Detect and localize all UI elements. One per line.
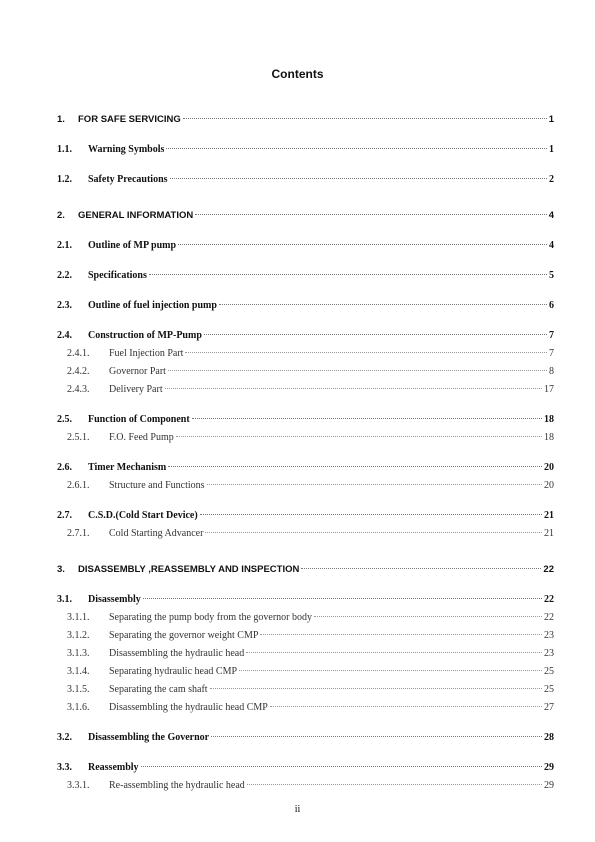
leader-dots [165,388,542,389]
toc-entry-page: 2 [549,174,554,185]
page-number-footer: ii [294,804,301,815]
toc-entry-page: 22 [544,612,554,623]
toc-entry-page: 1 [549,144,554,155]
toc-entry-number: 2.6. [57,462,72,473]
toc-entry-label: GENERAL INFORMATION [78,210,194,221]
leader-dots [246,652,542,653]
leader-dots [183,118,547,119]
toc-entry-label: Fuel Injection Part [109,348,184,359]
toc-entry-label: Separating the pump body from the governor body [109,612,313,623]
toc-entry-number: 3.1.1. [67,612,90,623]
leader-dots [143,598,542,599]
toc-entry-number: 3.1. [57,594,72,605]
toc-entry-label: Separating the cam shaft [109,684,208,695]
toc-entry-label: F.O. Feed Pump [109,432,174,443]
toc-entry-page: 25 [544,684,554,695]
toc-entry-label: Delivery Part [109,384,163,395]
toc-entry[interactable] [67,347,554,361]
toc-entry-page: 29 [544,780,554,791]
leader-dots [219,304,547,305]
toc-entry-label: Function of Component [88,414,190,425]
toc-entry-page: 25 [544,666,554,677]
toc-entry[interactable] [67,665,554,679]
toc-entry-page: 7 [549,330,554,341]
toc-entry-label: Reassembly [88,762,139,773]
toc-entry[interactable] [67,527,554,541]
leader-dots [270,706,542,707]
toc-entry-number: 3.1.5. [67,684,90,695]
toc-entry-label: Disassembling the Governor [88,732,210,743]
toc-entry-label: C.S.D.(Cold Start Device) [88,510,198,521]
toc-entry[interactable] [67,611,554,625]
toc-entry-label: Governor Part [109,366,166,377]
toc-entry-label: Safety Precautions [88,174,168,185]
toc-entry-page: 4 [549,240,554,251]
toc-entry-number: 3.1.6. [67,702,90,713]
leader-dots [260,634,542,635]
toc-entry-number: 2.7. [57,510,72,521]
leader-dots [170,178,547,179]
toc-entry[interactable] [57,329,554,343]
leader-dots [207,484,542,485]
leader-dots [141,766,542,767]
leader-dots [204,334,547,335]
toc-entry-number: 3.3. [57,762,72,773]
toc-entry-label: FOR SAFE SERVICING [78,114,181,125]
toc-entry-page: 1 [548,114,554,125]
toc-entry-label: Disassembling the hydraulic head [109,648,245,659]
toc-entry[interactable] [57,239,554,253]
toc-entry-page: 20 [544,480,554,491]
toc-entry[interactable] [57,461,554,475]
toc-entry[interactable] [57,563,554,577]
toc-entry-page: 23 [544,630,554,641]
toc-entry-page: 20 [544,462,554,473]
toc-entry[interactable] [57,209,554,223]
toc-entry-number: 3.1.3. [67,648,90,659]
toc-entry-page: 7 [549,348,554,359]
toc-entry-page: 18 [544,414,554,425]
toc-entry-number: 2.4.3. [67,384,90,395]
toc-entry-page: 29 [544,762,554,773]
toc-entry-number: 2. [57,210,65,221]
toc-entry-label: Re-assembling the hydraulic head [109,780,245,791]
toc-entry[interactable] [67,383,554,397]
toc-entry-label: DISASSEMBLY ,REASSEMBLY AND INSPECTION [78,564,300,575]
toc-entry-label: Disassembling the hydraulic head CMP [109,702,268,713]
toc-entry-label: Separating the governor weight CMP [109,630,259,641]
leader-dots [185,352,547,353]
toc-entry[interactable] [67,701,554,715]
toc-entry[interactable] [57,509,554,523]
toc-entry-number: 1.2. [57,174,72,185]
toc-entry-number: 3.1.2. [67,630,90,641]
leader-dots [247,784,542,785]
toc-entry[interactable] [67,683,554,697]
toc-entry-number: 3.1.4. [67,666,90,677]
toc-entry[interactable] [57,413,554,427]
toc-entry-page: 22 [544,594,554,605]
toc-entry-label: Structure and Functions [109,480,205,491]
toc-entry-label: Construction of MP-Pump [88,330,202,341]
toc-entry-page: 28 [544,732,554,743]
leader-dots [210,688,542,689]
toc-entry-label: Timer Mechanism [88,462,167,473]
toc-entry-number: 2.4.2. [67,366,90,377]
leader-dots [211,736,542,737]
toc-entry[interactable] [57,173,554,187]
toc-entry-page: 23 [544,648,554,659]
toc-entry[interactable] [57,299,554,313]
toc-entry-number: 2.7.1. [67,528,90,539]
toc-entry-label: Specifications [88,270,147,281]
toc-entry-number: 2.1. [57,240,72,251]
toc-entry-label: Separating hydraulic head CMP [109,666,238,677]
toc-entry-page: 4 [548,210,554,221]
leader-dots [178,244,547,245]
toc-entry-number: 2.4. [57,330,72,341]
toc-entry[interactable] [67,647,554,661]
toc-entry-page: 8 [549,366,554,377]
toc-entry[interactable] [57,143,554,157]
leader-dots [192,418,542,419]
toc-entry-number: 2.2. [57,270,72,281]
leader-dots [149,274,547,275]
leader-dots [200,514,542,515]
toc-entry-page: 18 [544,432,554,443]
toc-entry[interactable] [67,431,554,445]
toc-entry[interactable] [57,269,554,283]
page-title: Contents [271,67,324,81]
toc-entry-page: 21 [544,528,554,539]
toc-entry-label: Disassembly [88,594,141,605]
toc-entry-number: 2.4.1. [67,348,90,359]
toc-entry-number: 3.2. [57,732,72,743]
toc-entry-page: 22 [543,564,554,575]
toc-entry-label: Warning Symbols [88,144,165,155]
toc-entry[interactable] [57,593,554,607]
toc-entry-number: 2.3. [57,300,72,311]
toc-entry[interactable] [57,731,554,745]
toc-entry-number: 1. [57,114,65,125]
toc-entry-page: 6 [549,300,554,311]
toc-entry[interactable] [57,113,554,127]
toc-entry-page: 27 [544,702,554,713]
leader-dots [168,370,547,371]
toc-entry[interactable] [67,479,554,493]
toc-entry-number: 2.5.1. [67,432,90,443]
leader-dots [239,670,542,671]
toc-entry[interactable] [57,761,554,775]
toc-entry-label: Outline of fuel injection pump [88,300,217,311]
toc-entry-number: 2.6.1. [67,480,90,491]
toc-entry[interactable] [67,779,554,793]
toc-entry-page: 21 [544,510,554,521]
toc-entry-number: 1.1. [57,144,72,155]
toc-entry-label: Outline of MP pump [88,240,177,251]
toc-entry-page: 17 [544,384,554,395]
toc-entry[interactable] [67,365,554,379]
toc-entry-label: Cold Starting Advancer [109,528,204,539]
toc-entry[interactable] [67,629,554,643]
leader-dots [195,214,546,215]
leader-dots [168,466,542,467]
toc-entry-page: 5 [549,270,554,281]
leader-dots [314,616,542,617]
toc-entry-number: 3.3.1. [67,780,90,791]
leader-dots [176,436,542,437]
leader-dots [205,532,542,533]
toc-entry-number: 3. [57,564,65,575]
leader-dots [166,148,547,149]
leader-dots [301,568,541,569]
toc-entry-number: 2.5. [57,414,72,425]
